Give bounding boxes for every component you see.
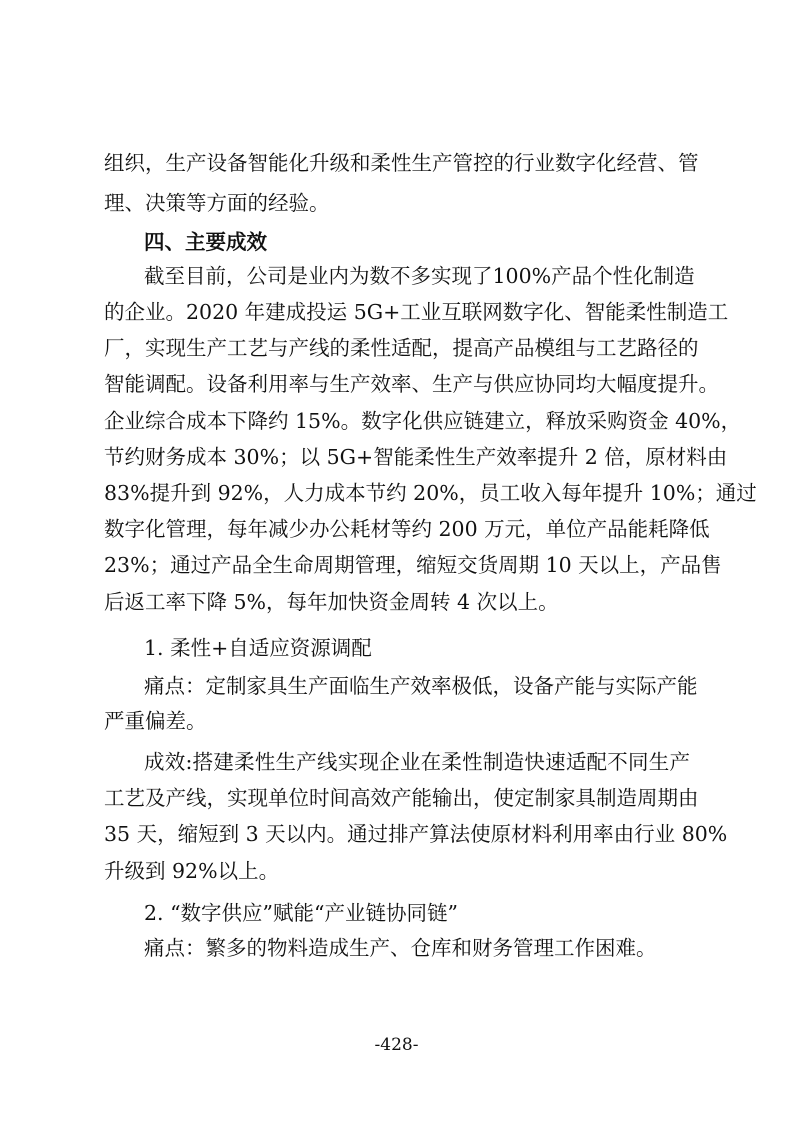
- page-number: -428-: [374, 1035, 419, 1055]
- paragraph-line: 厂，实现生产工艺与产线的柔性适配，提高产品模组与工艺路径的: [104, 336, 699, 360]
- paragraph-line: 工艺及产线，实现单位时间高效产能输出，使定制家具制造周期由: [104, 786, 699, 810]
- subsection-heading: 2. “数字供应”赋能“产业链协同链”: [144, 901, 458, 925]
- paragraph-line: 数字化管理，每年减少办公耗材等约 200 万元，单位产品能耗降低: [104, 517, 710, 541]
- paragraph-line: 节约财务成本 30%；以 5G+智能柔性生产效率提升 2 倍，原材料由: [104, 445, 728, 469]
- paragraph-line: 痛点：繁多的物料造成生产、仓库和财务管理工作困难。: [144, 936, 657, 960]
- paragraph-line: 企业综合成本下降约 15%。数字化供应链建立，释放采购资金 40%，: [104, 409, 742, 433]
- paragraph-line: 35 天，缩短到 3 天以内。通过排产算法使原材料利用率由行业 80%: [104, 822, 728, 846]
- paragraph-line: 痛点：定制家具生产面临生产效率极低，设备产能与实际产能: [144, 674, 698, 698]
- section-heading: 四、主要成效: [144, 230, 267, 254]
- subsection-heading: 1. 柔性+自适应资源调配: [144, 636, 372, 660]
- paragraph-line: 后返工率下降 5%，每年加快资金周转 4 次以上。: [104, 590, 559, 614]
- paragraph-line: 智能调配。设备利用率与生产效率、生产与供应协同均大幅度提升。: [104, 372, 719, 396]
- paragraph-line: 严重偏差。: [104, 709, 207, 733]
- paragraph-line: 截至目前，公司是业内为数不多实现了100%产品个性化制造: [144, 264, 695, 288]
- paragraph-line: 组织，生产设备智能化升级和柔性生产管控的行业数字化经营、管: [104, 151, 699, 175]
- paragraph-line: 升级到 92%以上。: [104, 859, 280, 883]
- paragraph-line: 成效:搭建柔性生产线实现企业在柔性制造快速适配不同生产: [144, 750, 690, 774]
- paragraph-line: 23%；通过产品全生命周期管理，缩短交货周期 10 天以上，产品售: [104, 553, 722, 577]
- paragraph-line: 83%提升到 92%，人力成本节约 20%，员工收入每年提升 10%；通过: [104, 481, 757, 505]
- paragraph-line: 理、决策等方面的经验。: [104, 191, 330, 215]
- paragraph-line: 的企业。2020 年建成投运 5G+工业互联网数字化、智能柔性制造工: [104, 300, 729, 324]
